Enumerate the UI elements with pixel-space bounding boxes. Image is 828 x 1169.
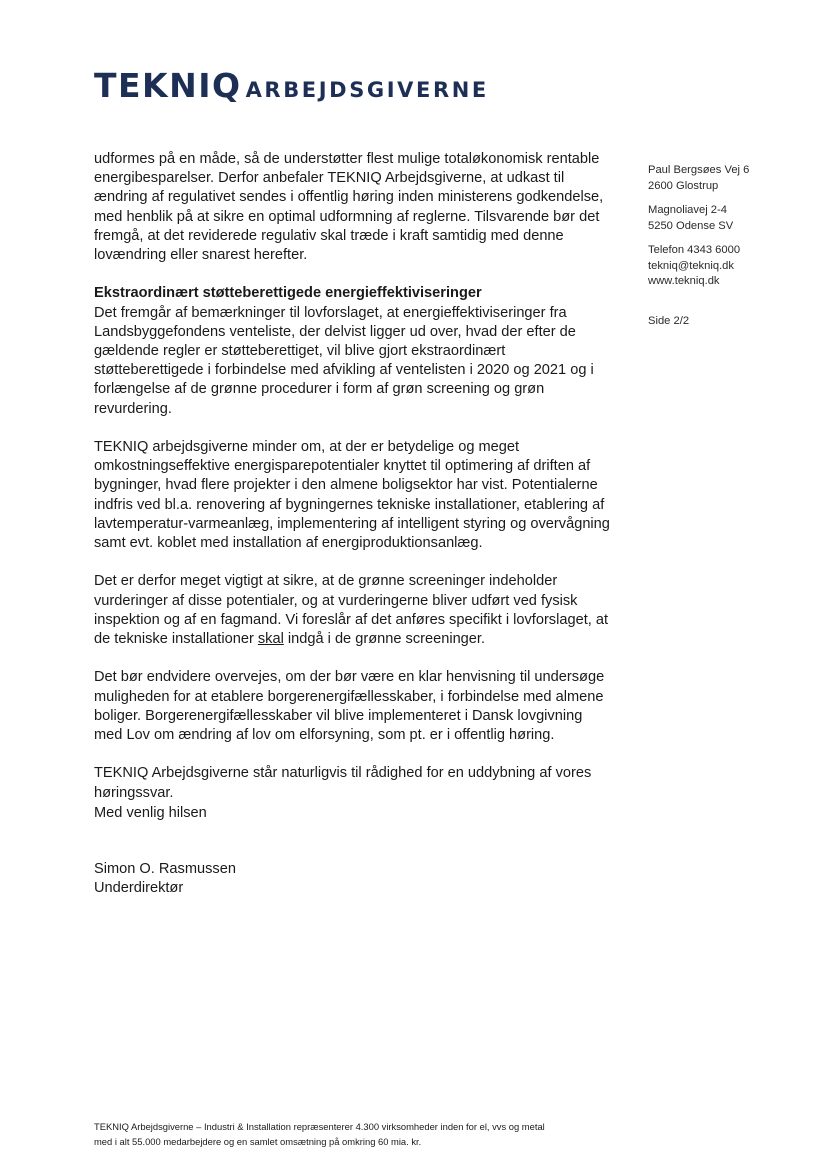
logo-main-text: TEKNIQ [94,66,242,105]
paragraph [94,572,614,649]
company-logo [94,66,489,105]
address-line: 2600 Glostrup [648,179,719,192]
underlined-emphasis: skal [257,631,284,648]
paragraph: udformes på en måde, så de understøtter flest mulige totaløkonomisk rentable energibesparelser. Derfor anbefaler TEKNIQ Arbejdsgiverne, at udkast til ændring af regulativet sendes i offentlig høring inden ministerens godkendelse, med henblik på at sikre en optimal udformning af reglerne. Tilsvarende bør det fremgå, at det reviderede regulativ skal træde i kraft samtidig med denne lovændring eller snarest herefter. [94,151,604,264]
letter-body [94,150,614,822]
email-address: tekniq@tekniq.dk [648,259,734,272]
address-line: 5250 Odense SV [648,219,734,232]
address-line: Magnoliavej 2-4 [648,204,727,216]
signature-block [94,860,236,898]
paragraph: TEKNIQ arbejdsgiverne minder om, at der er betydelige og meget omkostningseffektive energisparepotentialer knyttet til optimering af driften af bygninger, hvad flere projekter i den almene boligsektor har vist. Potentialerne indfris ved bl.a. renovering af bygningernes tekniske installationer, etablering af lavtemperatur-varmeanlæg, implementering af intelligent styring og overvågning samt evt. koblet med installation af energiproduktionsanlæg. [94,439,610,552]
contact-sidebar [648,163,808,329]
address-odense [648,203,808,234]
section [94,284,614,418]
footer-line: med i alt 55.000 medarbejdere og en samlet omsætning på omkring 60 mia. kr. [94,1136,422,1147]
paragraph: Det bør endvidere overvejes, om der bør være en klar henvisning til undersøge muligheden for at etablere borgerenergifællesskaber, i forbindelse med almene boliger. Borgerenergifællesskaber vil blive implementeret i Dansk lovgivning med Lov om ændring af lov om elforsyning, som pt. er i offentlig høring. [94,669,605,744]
paragraph-text: Det er derfor meget vigtigt at sikre, at de grønne screeninger indeholder vurderinger af disse potentialer, og at vurderingerne bliver udført ved fysisk inspektion og af en fagmand. Vi foreslår af det anføres specifikt i lovforslaget, at de tekniske installationer [94,573,609,648]
signer-title: Underdirektør [94,880,184,897]
address-line: Paul Bergsøes Vej 6 [648,164,750,176]
website: www.tekniq.dk [648,275,720,287]
footer-line: TEKNIQ Arbejdsgiverne – Industri & Installation repræsenterer 4.300 virksomheder inden for el, vvs og metal [94,1121,545,1132]
page-footer [94,1119,614,1149]
contact-info [648,243,808,290]
paragraph: Det fremgår af bemærkninger til lovforslaget, at energieffektiviseringer fra Landsbyggefondens venteliste, der delvist ligger ud over, hvad der efter de gældende regler er støtteberettiget, vil blive gjort ekstraordinært støtteberettigede i forbindelse med afvikling af ventelisten i 2020 og 2021 og i forlængelse af de grønne procedurer i form af grøn screening og grøn revurdering. [94,304,594,417]
section-heading: Ekstraordinært støtteberettigede energieffektiviseringer [94,285,482,302]
address-glostrup [648,163,808,194]
page-number: Side 2/2 [648,314,690,327]
logo-sub-text: ARBEJDSGIVERNE [245,78,489,102]
paragraph: TEKNIQ Arbejdsgiverne står naturligvis til rådighed for en uddybning af vores høringssvar. [94,765,592,801]
phone-number: Telefon 4343 6000 [648,244,741,256]
closing-salutation: Med venlig hilsen [94,805,207,821]
paragraph-text: indgå i de grønne screeninger. [283,631,486,648]
signer-name: Simon O. Rasmussen [94,861,236,877]
